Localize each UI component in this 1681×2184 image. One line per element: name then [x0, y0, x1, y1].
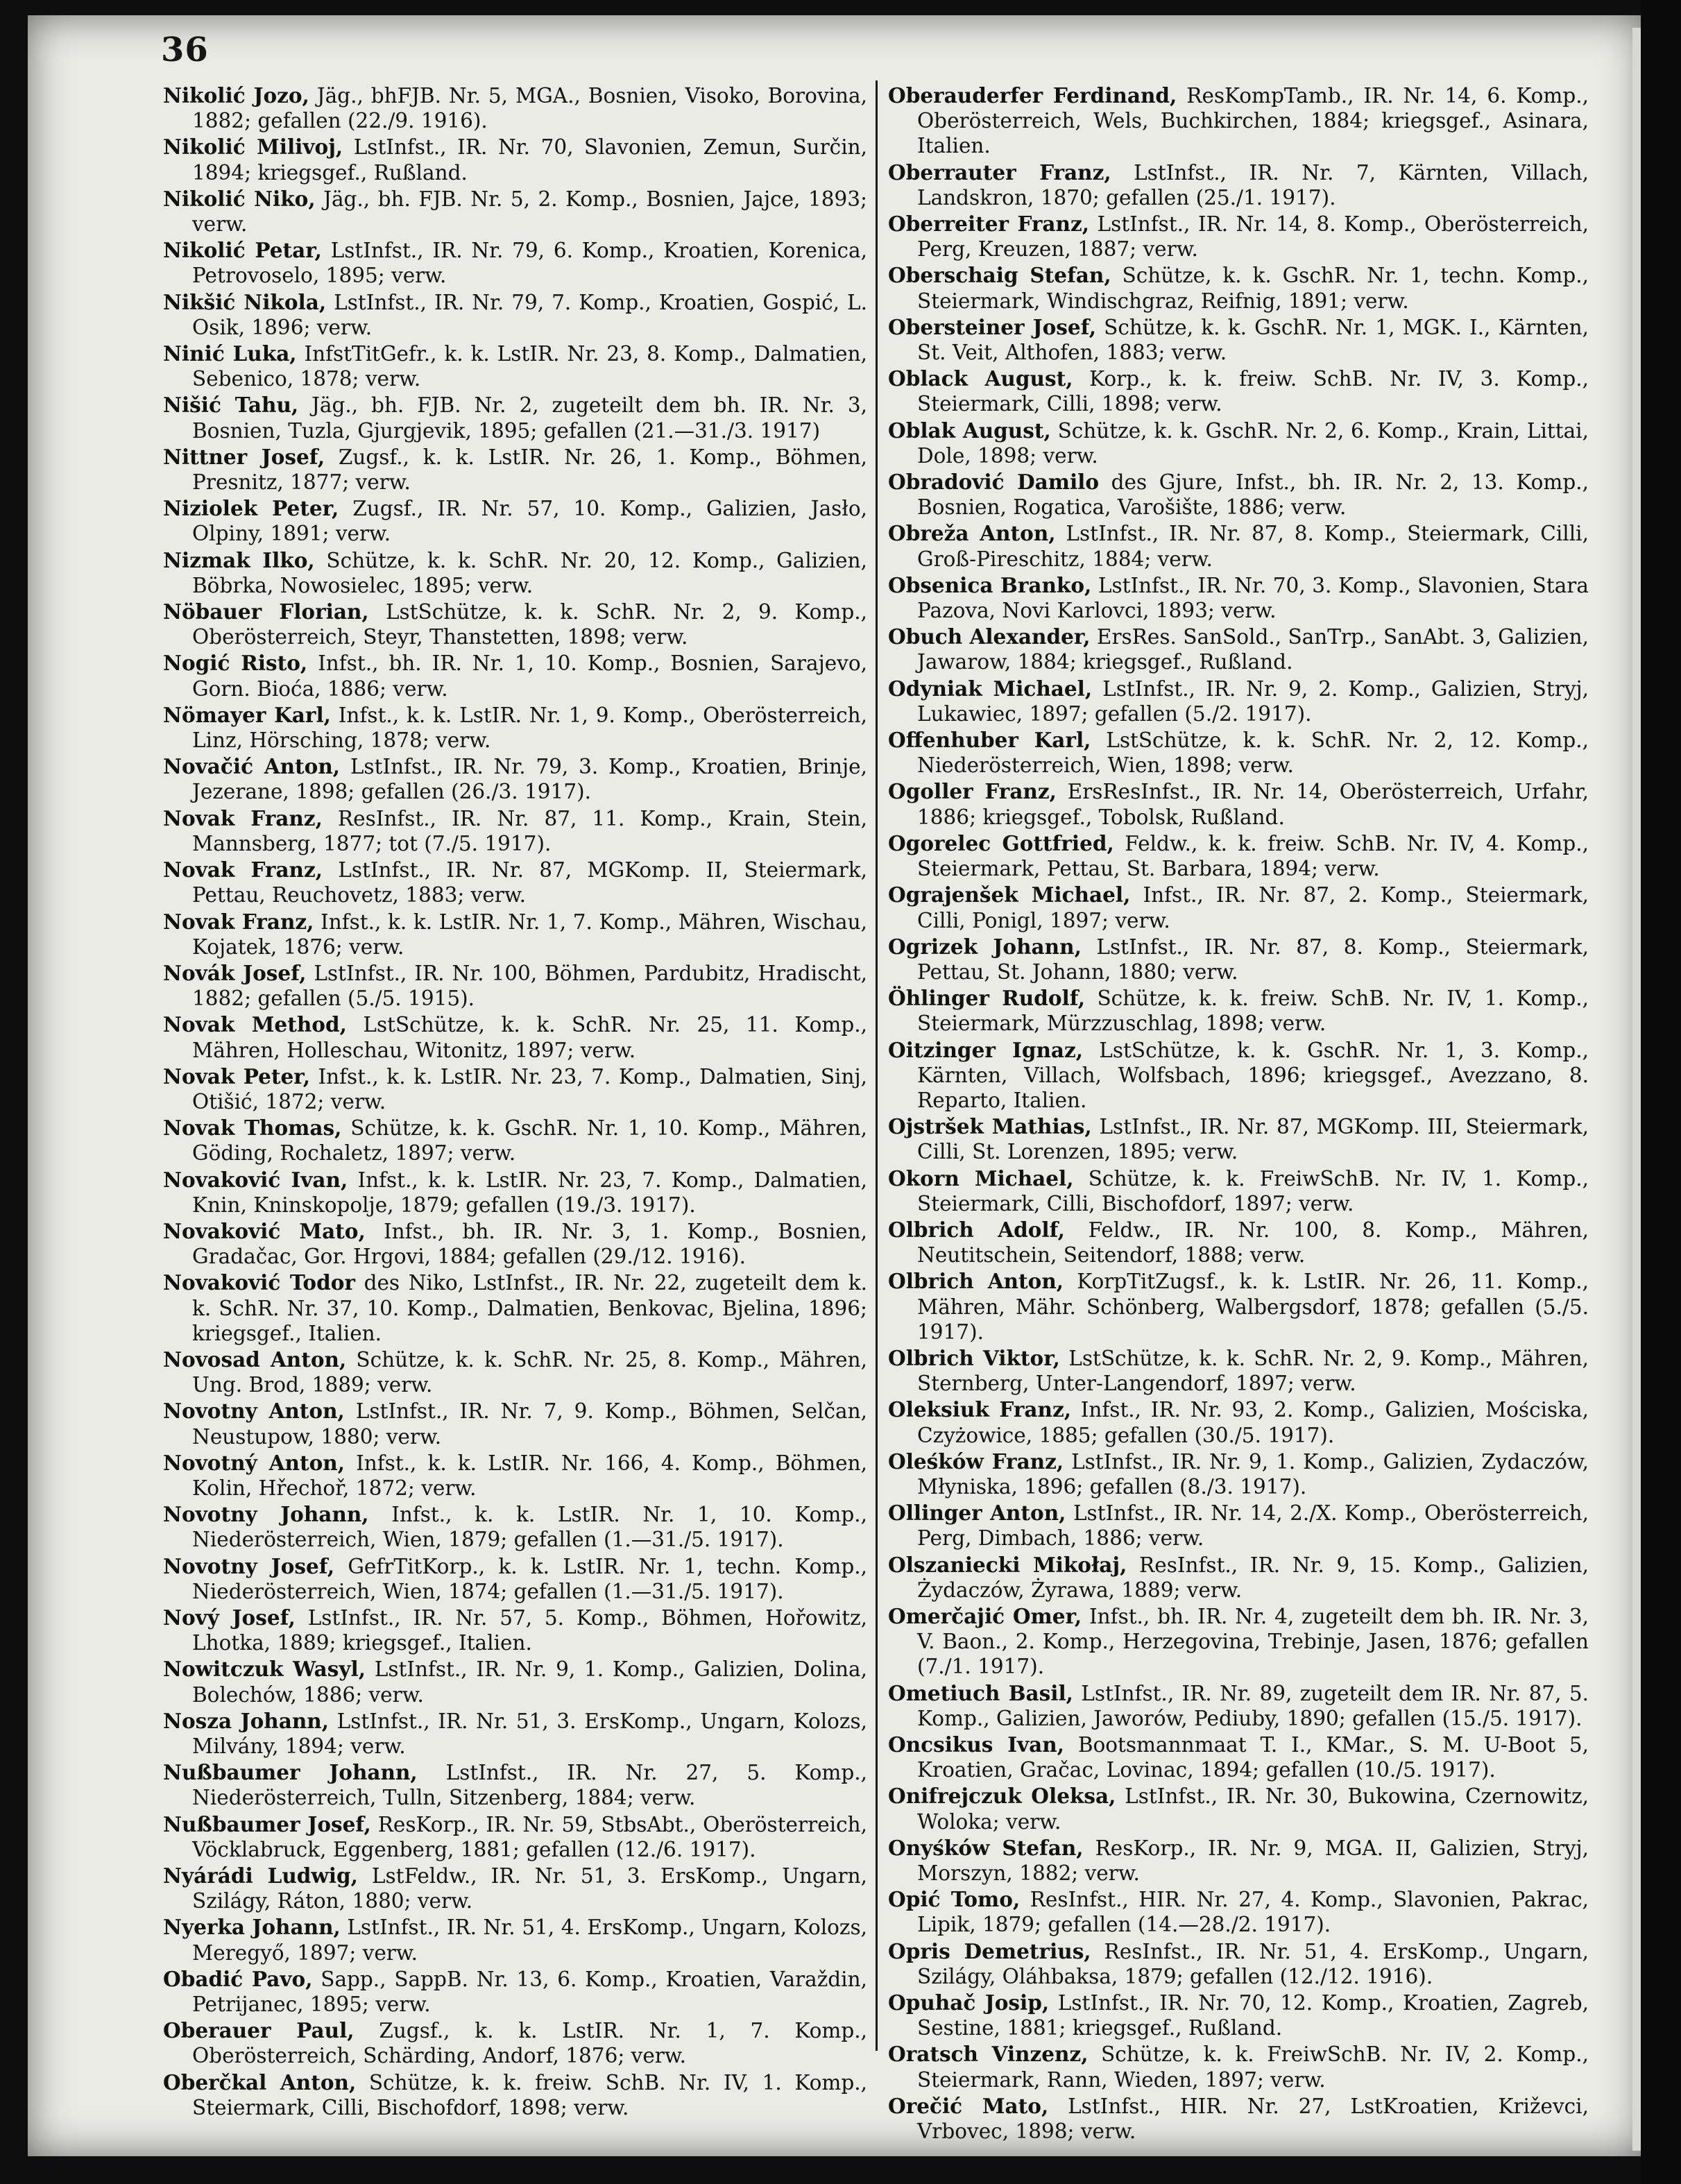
- entry-details: LstInfst., IR. Nr. 30, Bukowina, Czernowitz, Woloka; verw.: [917, 1784, 1589, 1834]
- casualty-entry: [163, 238, 867, 288]
- casualty-entry: [888, 1732, 1589, 1782]
- entry-name: Ogorelec Gottfried,: [888, 830, 1114, 855]
- entry-details: Schütze, k. k. freiw. SchB. Nr. IV, 1. Komp., Steiermark, Cilli, Bischofdorf, 1898; verw.: [192, 2070, 867, 2119]
- scan-border: [1641, 0, 1681, 2184]
- entry-name: Novotny Johann,: [163, 1502, 369, 1527]
- casualty-entry: [888, 160, 1589, 210]
- entry-name: Nowitczuk Wasyl,: [163, 1657, 366, 1682]
- entry-name: Nový Josef,: [163, 1605, 296, 1630]
- entry-details: KorpTitZugsf., k. k. LstIR. Nr. 26, 11. Komp., Mähren, Mähr. Schönberg, Walbergsdorf, 1878; gefallen (5./5. 1917).: [917, 1270, 1589, 1344]
- entry-details: Schütze, k. k. GschR. Nr. 1, 10. Komp., Mähren, Göding, Rochaletz, 1897; verw.: [192, 1116, 867, 1166]
- casualty-entry: [888, 1218, 1589, 1268]
- entry-name: Oncsikus Ivan,: [888, 1732, 1064, 1757]
- entry-details: LstInfst., IR. Nr. 51, 3. ErsKomp., Ungarn, Kolozs, Milvány, 1894; verw.: [192, 1709, 867, 1758]
- casualty-entry: [163, 496, 867, 546]
- entry-name: Oberauer Paul,: [163, 2018, 355, 2043]
- entry-details: LstInfst., IR. Nr. 89, zugeteilt dem IR. Nr. 87, 5. Komp., Galizien, Jaworów, Pediuby, 1890; gefallen (15./5. 1917).: [917, 1681, 1589, 1730]
- casualty-entry: [163, 1399, 867, 1449]
- entry-name: Nogić Risto,: [163, 651, 308, 676]
- entry-details: LstInfst., IR. Nr. 27, 5. Komp., Niederösterreich, Tulln, Sitzenberg, 1884; verw.: [192, 1761, 867, 1810]
- entry-details: ResInfst., IR. Nr. 87, 11. Komp., Krain, Stein, Mannsberg, 1877; tot (7./5. 1917).: [192, 806, 867, 855]
- casualty-entry: [163, 341, 867, 391]
- casualty-entry: [163, 83, 867, 133]
- entry-name: Ometiuch Basil,: [888, 1680, 1073, 1705]
- entry-name: Obadić Pavo,: [163, 1966, 313, 1991]
- entry-details: Infst., k. k. LstIR. Nr. 23, 7. Komp., Dalmatien, Sinj, Otišić, 1872; verw.: [192, 1064, 867, 1114]
- casualty-entry: [163, 393, 867, 443]
- entry-name: Novosad Anton,: [163, 1347, 347, 1372]
- entry-name: Novaković Mato,: [163, 1218, 366, 1243]
- entry-details: LstInfst., IR. Nr. 51, 4. ErsKomp., Ungarn, Kolozs, Meregyő, 1897; verw.: [192, 1916, 867, 1965]
- entry-name: Novaković Ivan,: [163, 1167, 348, 1192]
- casualty-entry: [888, 1990, 1589, 2040]
- entry-name: Oberčkal Anton,: [163, 2070, 357, 2095]
- casualty-entry: [888, 935, 1589, 984]
- entry-name: Novotný Anton,: [163, 1450, 345, 1475]
- entry-name: Nittner Josef,: [163, 444, 325, 469]
- casualty-entry: [163, 1219, 867, 1269]
- casualty-entry: [888, 728, 1589, 778]
- entry-details: LstInfst., IR. Nr. 7, 9. Komp., Böhmen, Selčan, Neustupow, 1880; verw.: [192, 1399, 867, 1449]
- entry-details: des Niko, LstInfst., IR. Nr. 22, zugeteilt dem k. k. SchR. Nr. 37, 10. Komp., Dalmatien, Benkovac, Bjelina, 1896; kriegsgef., Italien.: [192, 1271, 867, 1345]
- entry-details: LstInfst., IR. Nr. 70, 12. Komp., Kroatien, Zagreb, Sestine, 1881; kriegsgef., Rußland.: [917, 1991, 1589, 2040]
- entry-name: Nosza Johann,: [163, 1708, 330, 1733]
- entry-details: Schütze, k. k. FreiwSchB. Nr. IV, 2. Komp., Steiermark, Rann, Wieden, 1897; verw.: [917, 2042, 1589, 2092]
- entry-name: Ograjenšek Michael,: [888, 882, 1131, 907]
- casualty-entry: [888, 315, 1589, 365]
- entry-details: Jäg., bh. FJB. Nr. 2, zugeteilt dem bh. IR. Nr. 3, Bosnien, Tuzla, Gjurgjevik, 1895; gefallen (21.—31./3. 1917): [192, 393, 867, 443]
- casualty-entry: [163, 910, 867, 959]
- entry-name: Obreža Anton,: [888, 521, 1056, 546]
- entry-name: Obersteiner Josef,: [888, 314, 1096, 339]
- casualty-entry: [163, 806, 867, 856]
- casualty-entry: [163, 290, 867, 340]
- entry-details: Infst., IR. Nr. 87, 2. Komp., Steiermark, Cilli, Ponigl, 1897; verw.: [917, 883, 1589, 932]
- casualty-entry: [888, 1681, 1589, 1731]
- entry-details: ResKompTamb., IR. Nr. 14, 6. Komp., Oberösterreich, Wels, Buchkirchen, 1884; kriegsgef., Asinara, Italien.: [917, 84, 1589, 158]
- entry-name: Oberrauter Franz,: [888, 160, 1111, 185]
- casualty-entry: [888, 573, 1589, 623]
- casualty-entry: [888, 986, 1589, 1036]
- casualty-entry: [888, 1346, 1589, 1396]
- entry-details: Bootsmannmaat T. I., KMar., S. M. U-Boot 5, Kroatien, Gračac, Lovinac, 1894; gefallen (10./5. 1917).: [917, 1733, 1589, 1782]
- entry-name: Oleśków Franz,: [888, 1449, 1064, 1474]
- entry-name: Novačić Anton,: [163, 754, 341, 779]
- casualty-entry: [888, 1784, 1589, 1834]
- casualty-entry: [163, 754, 867, 804]
- scanned-page: [28, 15, 1644, 2156]
- entry-details: LstInfst., IR. Nr. 57, 5. Komp., Böhmen, Hořowitz, Lhotka, 1889; kriegsgef., Italien.: [192, 1605, 867, 1655]
- entry-details: ResInfst., HIR. Nr. 27, 4. Komp., Slavonien, Pakrac, Lipik, 1879; gefallen (14.—28./2. 1917).: [917, 1888, 1589, 1937]
- entry-details: LstInfst., IR. Nr. 70, 3. Komp., Slavonien, Stara Pazova, Novi Karlovci, 1893; verw.: [917, 573, 1589, 623]
- entry-name: Nömayer Karl,: [163, 702, 331, 727]
- casualty-entry: [163, 1709, 867, 1759]
- entry-name: Orečić Mato,: [888, 2093, 1049, 2118]
- casualty-entry: [888, 624, 1589, 674]
- entry-details: LstSchütze, k. k. GschR. Nr. 1, 3. Komp., Kärnten, Villach, Wolfsbach, 1896; kriegsgef., Avezzano, 8. Reparto, Italien.: [917, 1038, 1589, 1112]
- casualty-entry: [888, 521, 1589, 571]
- casualty-entry: [163, 1605, 867, 1655]
- entry-name: Olbrich Anton,: [888, 1269, 1064, 1294]
- entry-details: ErsRes. SanSold., SanTrp., SanAbt. 3, Galizien, Jawarow, 1884; kriegsgef., Rußland.: [917, 625, 1589, 674]
- entry-name: Oberauderfer Ferdinand,: [888, 83, 1177, 108]
- casualty-entry: [163, 1915, 867, 1965]
- entry-name: Oblack August,: [888, 366, 1073, 391]
- entry-details: Feldw., k. k. freiw. SchB. Nr. IV, 4. Komp., Steiermark, Pettau, St. Barbara, 1894; verw.: [917, 831, 1589, 881]
- casualty-entry: [163, 548, 867, 598]
- entry-details: ResKorp., IR. Nr. 9, MGA. II, Galizien, Stryj, Morszyn, 1882; verw.: [917, 1836, 1589, 1886]
- casualty-entry: [888, 676, 1589, 726]
- casualty-entry: [888, 83, 1589, 159]
- casualty-entry: [163, 1270, 867, 1346]
- entry-name: Nöbauer Florian,: [163, 599, 369, 624]
- casualty-entry: [888, 1038, 1589, 1114]
- entry-details: Infst., k. k. LstIR. Nr. 166, 4. Komp., Böhmen, Kolin, Hřechoř, 1872; verw.: [192, 1451, 867, 1500]
- entry-name: Opris Demetrius,: [888, 1938, 1091, 1963]
- entry-name: Nyárádi Ludwig,: [163, 1863, 358, 1888]
- casualty-entry: [163, 187, 867, 237]
- casualty-entry: [163, 858, 867, 907]
- entry-name: Nikolić Petar,: [163, 238, 322, 263]
- casualty-entry: [888, 366, 1589, 416]
- entry-name: Nyerka Johann,: [163, 1915, 341, 1940]
- casualty-entry: [163, 445, 867, 495]
- entry-details: Sapp., SappB. Nr. 13, 6. Komp., Kroatien, Varaždin, Petrijanec, 1895; verw.: [192, 1967, 867, 2017]
- left-column: [163, 83, 867, 2122]
- entry-details: LstInfst., IR. Nr. 14, 2./X. Komp., Oberösterreich, Perg, Dimbach, 1886; verw.: [917, 1501, 1589, 1551]
- entry-name: Olbrich Adolf,: [888, 1217, 1065, 1242]
- column-divider: [876, 80, 878, 2051]
- casualty-entry: [163, 1554, 867, 1604]
- entry-details: Infst., bh. IR. Nr. 4, zugeteilt dem bh. IR. Nr. 3, V. Baon., 2. Komp., Herzegovina, Trebinje, Jasen, 1876; gefallen (7./1. 1917).: [917, 1604, 1589, 1679]
- casualty-entry: [888, 418, 1589, 468]
- entry-name: Ojstršek Mathias,: [888, 1114, 1092, 1139]
- entry-name: Omerčajić Omer,: [888, 1603, 1082, 1628]
- casualty-entry: [163, 961, 867, 1011]
- entry-name: Nišić Tahu,: [163, 393, 299, 418]
- casualty-entry: [888, 1553, 1589, 1603]
- casualty-entry: [888, 882, 1589, 932]
- entry-name: Onifrejczuk Oleksa,: [888, 1784, 1116, 1809]
- casualty-entry: [888, 1501, 1589, 1551]
- entry-name: Ogrizek Johann,: [888, 934, 1082, 959]
- entry-details: LstInfst., IR. Nr. 87, MGKomp. II, Steiermark, Pettau, Reuchovetz, 1883; verw.: [192, 858, 867, 907]
- casualty-entry: [888, 779, 1589, 829]
- entry-details: LstInfst., IR. Nr. 79, 6. Komp., Kroatien, Korenica, Petrovoselo, 1895; verw.: [192, 239, 867, 288]
- casualty-entry: [163, 1347, 867, 1397]
- entry-details: LstInfst., IR. Nr. 9, 2. Komp., Galizien, Stryj, Lukawiec, 1897; gefallen (5./2. 1917).: [917, 676, 1589, 726]
- entry-details: Schütze, k. k. GschR. Nr. 2, 6. Komp., Krain, Littai, Dole, 1898; verw.: [917, 418, 1589, 468]
- entry-name: Novák Josef,: [163, 960, 307, 985]
- entry-details: LstInfst., IR. Nr. 9, 1. Komp., Galizien, Zydaczów, Młyniska, 1896; gefallen (8./3. 1917).: [917, 1449, 1589, 1499]
- entry-name: Obradović Damilo: [888, 470, 1100, 495]
- casualty-entry: [163, 1760, 867, 1810]
- entry-name: Okorn Michael,: [888, 1166, 1074, 1191]
- entry-name: Novotny Anton,: [163, 1399, 345, 1424]
- entry-name: Novak Franz,: [163, 858, 323, 882]
- page-edge-strip: [1632, 28, 1641, 2151]
- entry-details: LstInfst., IR. Nr. 100, Böhmen, Pardubitz, Hradischt, 1882; gefallen (5./5. 1915).: [192, 961, 867, 1011]
- casualty-entry: [888, 1114, 1589, 1164]
- entry-details: Infst., k. k. LstIR. Nr. 1, 10. Komp., Niederösterreich, Wien, 1879; gefallen (1.—31./5. 1917).: [192, 1503, 867, 1552]
- casualty-entry: [163, 1012, 867, 1062]
- entry-name: Obsenica Branko,: [888, 572, 1092, 597]
- entry-name: Ogoller Franz,: [888, 779, 1057, 804]
- entry-details: LstSchütze, k. k. SchR. Nr. 2, 9. Komp., Oberösterreich, Steyr, Thanstetten, 1898; verw.: [192, 600, 867, 649]
- entry-details: LstInfst., IR. Nr. 79, 3. Komp., Kroatien, Brinje, Jezerane, 1898; gefallen (26./3. 1917).: [192, 755, 867, 804]
- entry-details: des Gjure, Infst., bh. IR. Nr. 2, 13. Komp., Bosnien, Rogatica, Varošište, 1886; verw.: [917, 470, 1589, 520]
- entry-details: Zugsf., k. k. LstIR. Nr. 26, 1. Komp., Böhmen, Presnitz, 1877; verw.: [192, 445, 868, 495]
- entry-name: Oratsch Vinzenz,: [888, 2042, 1089, 2067]
- casualty-entry: [163, 1502, 867, 1552]
- casualty-entry: [888, 1397, 1589, 1447]
- entry-details: LstInfst., IR. Nr. 14, 8. Komp., Oberösterreich, Perg, Kreuzen, 1887; verw.: [917, 212, 1589, 262]
- entry-name: Oblak August,: [888, 418, 1051, 443]
- casualty-entry: [888, 1939, 1589, 1989]
- entry-details: Korp., k. k. freiw. SchB. Nr. IV, 3. Komp., Steiermark, Cilli, 1898; verw.: [917, 367, 1589, 416]
- casualty-entry: [888, 263, 1589, 313]
- casualty-entry: [163, 651, 867, 701]
- entry-name: Odyniak Michael,: [888, 676, 1093, 701]
- casualty-entry: [888, 1836, 1589, 1886]
- casualty-entry: [163, 1967, 867, 2017]
- entry-details: GefrTitKorp., k. k. LstIR. Nr. 1, techn. Komp., Niederösterreich, Wien, 1874; gefallen (1.—31./5. 1917).: [192, 1554, 867, 1603]
- casualty-entry: [163, 1812, 867, 1862]
- casualty-entry: [163, 1451, 867, 1501]
- entry-details: LstSchütze, k. k. SchR. Nr. 2, 12. Komp., Niederösterreich, Wien, 1898; verw.: [917, 728, 1589, 778]
- entry-details: Schütze, k. k. freiw. SchB. Nr. IV, 1. Komp., Steiermark, Mürzzuschlag, 1898; verw.: [917, 987, 1589, 1036]
- entry-details: LstInfst., IR. Nr. 87, MGKomp. III, Steiermark, Cilli, St. Lorenzen, 1895; verw.: [917, 1115, 1589, 1164]
- entry-details: LstSchütze, k. k. SchR. Nr. 2, 9. Komp., Mähren, Sternberg, Unter-Langendorf, 1897; verw.: [917, 1346, 1589, 1396]
- casualty-entry: [163, 135, 867, 185]
- entry-details: InfstTitGefr., k. k. LstIR. Nr. 23, 8. Komp., Dalmatien, Sebenico, 1878; verw.: [192, 342, 867, 391]
- entry-details: Schütze, k. k. GschR. Nr. 1, techn. Komp., Steiermark, Windischgraz, Reifnig, 1891; verw.: [917, 264, 1589, 313]
- casualty-entry: [888, 1269, 1589, 1345]
- entry-details: Infst., IR. Nr. 93, 2. Komp., Galizien, Mościska, Czyżowice, 1885; gefallen (30./5. 1917).: [917, 1398, 1589, 1447]
- casualty-entry: [888, 831, 1589, 881]
- entry-details: Infst., k. k. LstIR. Nr. 1, 7. Komp., Mähren, Wischau, Kojatek, 1876; verw.: [192, 910, 867, 959]
- entry-name: Novak Method,: [163, 1012, 347, 1037]
- entry-name: Oberschaig Stefan,: [888, 263, 1111, 288]
- casualty-entry: [163, 1064, 867, 1114]
- entry-details: LstInfst., IR. Nr. 87, 8. Komp., Steiermark, Cilli, Groß-Pireschitz, 1884; verw.: [917, 522, 1589, 571]
- entry-details: Schütze, k. k. FreiwSchB. Nr. IV, 1. Komp., Steiermark, Cilli, Bischofdorf, 1897; verw.: [917, 1166, 1589, 1215]
- casualty-entry: [163, 703, 867, 753]
- entry-details: LstInfst., IR. Nr. 70, Slavonien, Zemun, Surčin, 1894; kriegsgef., Rußland.: [192, 135, 868, 185]
- entry-details: Jäg., bh. FJB. Nr. 5, 2. Komp., Bosnien, Jajce, 1893; verw.: [192, 187, 867, 237]
- casualty-entry: [163, 2070, 867, 2120]
- casualty-entry: [163, 1863, 867, 1913]
- casualty-entry: [163, 1168, 867, 1218]
- entry-name: Ollinger Anton,: [888, 1501, 1066, 1526]
- casualty-entry: [163, 599, 867, 649]
- entry-details: Zugsf., IR. Nr. 57, 10. Komp., Galizien, Jasło, Olpiny, 1891; verw.: [192, 497, 867, 546]
- entry-details: ResInfst., IR. Nr. 51, 4. ErsKomp., Ungarn, Szilágy, Oláhbaksa, 1879; gefallen (12./12. 1916).: [917, 1939, 1589, 1988]
- casualty-entry: [163, 1116, 867, 1166]
- entry-details: LstInfst., IR. Nr. 7, Kärnten, Villach, Landskron, 1870; gefallen (25./1. 1917).: [917, 160, 1589, 210]
- entry-name: Ninić Luka,: [163, 341, 297, 366]
- entry-details: Jäg., bhFJB. Nr. 5, MGA., Bosnien, Visoko, Borovina, 1882; gefallen (22./9. 1916).: [192, 84, 867, 133]
- casualty-entry: [888, 2094, 1589, 2144]
- entry-name: Nußbaumer Josef,: [163, 1811, 371, 1836]
- entry-name: Oitzinger Ignaz,: [888, 1037, 1084, 1062]
- entry-name: Offenhuber Karl,: [888, 728, 1091, 753]
- casualty-entry: [888, 470, 1589, 520]
- entry-name: Novak Franz,: [163, 805, 323, 830]
- casualty-entry: [888, 2042, 1589, 2092]
- entry-name: Oberreiter Franz,: [888, 212, 1090, 237]
- casualty-entry: [163, 2018, 867, 2068]
- entry-name: Nikolić Jozo,: [163, 83, 309, 108]
- entry-name: Niziolek Peter,: [163, 496, 339, 521]
- entry-details: Infst., k. k. LstIR. Nr. 1, 9. Komp., Oberösterreich, Linz, Hörsching, 1878; verw.: [192, 703, 867, 753]
- entry-name: Opić Tomo,: [888, 1887, 1021, 1912]
- entry-name: Oleksiuk Franz,: [888, 1397, 1071, 1422]
- entry-name: Novak Thomas,: [163, 1116, 342, 1141]
- casualty-entry: [163, 1657, 867, 1707]
- right-column: [888, 83, 1589, 2145]
- casualty-entry: [888, 1887, 1589, 1937]
- entry-details: Schütze, k. k. SchR. Nr. 25, 8. Komp., Mähren, Ung. Brod, 1889; verw.: [192, 1347, 868, 1397]
- entry-name: Öhlinger Rudolf,: [888, 986, 1086, 1011]
- entry-name: Obuch Alexander,: [888, 624, 1091, 649]
- entry-name: Novotny Josef,: [163, 1553, 335, 1578]
- entry-name: Olszaniecki Mikołaj,: [888, 1552, 1127, 1577]
- casualty-entry: [888, 1166, 1589, 1216]
- entry-details: Feldw., IR. Nr. 100, 8. Komp., Mähren, Neutitschein, Seitendorf, 1888; verw.: [917, 1218, 1589, 1268]
- page-number: 36: [161, 31, 209, 69]
- entry-details: LstInfst., IR. Nr. 87, 8. Komp., Steiermark, Pettau, St. Johann, 1880; verw.: [917, 935, 1589, 984]
- entry-details: Infst., k. k. LstIR. Nr. 23, 7. Komp., Dalmatien, Knin, Kninskopolje, 1879; gefallen (19./3. 1917).: [192, 1168, 867, 1217]
- entry-name: Novaković Todor: [163, 1270, 355, 1295]
- entry-details: Infst., bh. IR. Nr. 1, 10. Komp., Bosnien, Sarajevo, Gorn. Bioća, 1886; verw.: [192, 651, 867, 701]
- entry-details: LstInfst., HIR. Nr. 27, LstKroatien, Križevci, Vrbovec, 1898; verw.: [917, 2094, 1589, 2144]
- entry-name: Nizmak Ilko,: [163, 547, 315, 572]
- entry-name: Nikšić Nikola,: [163, 289, 327, 314]
- entry-details: ResInfst., IR. Nr. 9, 15. Komp., Galizien, Żydaczów, Żyrawa, 1889; verw.: [917, 1553, 1589, 1602]
- entry-details: LstSchütze, k. k. SchR. Nr. 25, 11. Komp., Mähren, Holleschau, Witonitz, 1897; verw.: [192, 1013, 867, 1062]
- entry-details: Schütze, k. k. SchR. Nr. 20, 12. Komp., Galizien, Böbrka, Nowosielec, 1895; verw.: [192, 548, 867, 597]
- entry-details: ResKorp., IR. Nr. 59, StbsAbt., Oberösterreich, Vöcklabruck, Eggenberg, 1881; gefallen (12./6. 1917).: [192, 1812, 868, 1861]
- casualty-entry: [888, 212, 1589, 262]
- entry-details: Zugsf., k. k. LstIR. Nr. 1, 7. Komp., Oberösterreich, Schärding, Andorf, 1876; verw.: [192, 2019, 868, 2068]
- entry-details: LstInfst., IR. Nr. 79, 7. Komp., Kroatien, Gospić, L. Osik, 1896; verw.: [192, 290, 868, 339]
- entry-name: Novak Franz,: [163, 909, 314, 934]
- entry-details: LstInfst., IR. Nr. 9, 1. Komp., Galizien, Dolina, Bolechów, 1886; verw.: [192, 1657, 867, 1707]
- entry-name: Nikolić Niko,: [163, 186, 316, 211]
- entry-name: Nikolić Milivoj,: [163, 135, 343, 160]
- casualty-entry: [888, 1449, 1589, 1499]
- entry-name: Onyśków Stefan,: [888, 1835, 1084, 1860]
- entry-name: Opuhač Josip,: [888, 1990, 1050, 2015]
- entry-details: LstFeldw., IR. Nr. 51, 3. ErsKomp., Ungarn, Szilágy, Ráton, 1880; verw.: [192, 1864, 868, 1913]
- entry-name: Novak Peter,: [163, 1064, 310, 1089]
- entry-details: ErsResInfst., IR. Nr. 14, Oberösterreich, Urfahr, 1886; kriegsgef., Tobolsk, Rußland.: [917, 780, 1589, 829]
- casualty-entry: [888, 1604, 1589, 1680]
- entry-name: Olbrich Viktor,: [888, 1345, 1060, 1370]
- entry-details: Schütze, k. k. GschR. Nr. 1, MGK. I., Kärnten, St. Veit, Althofen, 1883; verw.: [917, 315, 1589, 365]
- entry-details: Infst., bh. IR. Nr. 3, 1. Komp., Bosnien, Gradačac, Gor. Hrgovi, 1884; gefallen (29./12. 1916).: [192, 1219, 867, 1269]
- entry-name: Nußbaumer Johann,: [163, 1760, 418, 1785]
